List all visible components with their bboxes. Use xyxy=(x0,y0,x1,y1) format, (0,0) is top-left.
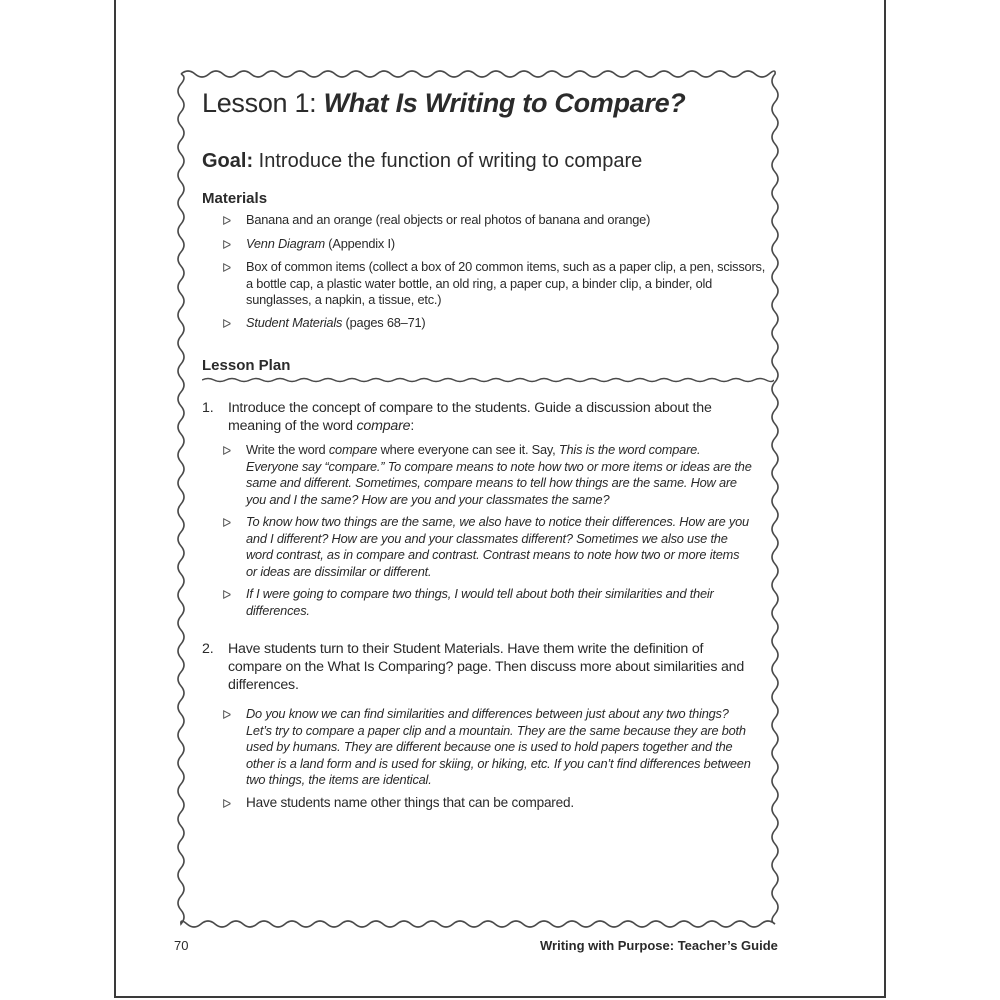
step-2-bullets xyxy=(222,706,752,818)
lesson-step-1 xyxy=(202,399,762,435)
lesson-plan-wavy-rule xyxy=(202,376,774,384)
arrow-bullet-icon: ᐅ xyxy=(222,214,232,228)
bullet-italic: Do you know we can find similarities and differences between just about any two things? Let’s try to compare a paper clip and a mountain. They are the same because they are both used by humans. They are different because one is used to hold papers together and the other is a land form and is used for skiing, or hiking, etc. If you can’t find differences between two things, the items are identical. xyxy=(246,706,751,787)
bullet-italic: To know how two things are the same, we also have to notice their differences. How are you and I different? How are you and your classmates different? Sometimes we also use the word contrast, as in compare and contrast. Contrast means to note how two or more items or ideas are dissimilar or different. xyxy=(246,514,749,579)
arrow-bullet-icon: ᐅ xyxy=(222,516,232,530)
bullet-italic: This is the word compare. Everyone say “compare.” To compare means to note how two or more items or ideas are the same and different. Sometimes, compare means to tell how things are the same. How are you and I the same? How are you and your classmates the same? xyxy=(246,442,752,507)
arrow-bullet-icon: ᐅ xyxy=(222,237,232,252)
step-text: Introduce the concept of compare to the students. Guide a discussion about the meaning of the word xyxy=(228,400,712,434)
list-item xyxy=(222,586,752,619)
lesson-title-text: What Is Writing to Compare? xyxy=(323,88,686,118)
list-item xyxy=(222,442,752,508)
material-text: Box of common items (collect a box of 20 common items, such as a paper clip, a pen, scissors, a bottle cap, a plastic water bottle, an old ring, a paper cup, a binder clip, a binder, old sunglasses, a napkin, a tissue, etc.) xyxy=(246,259,766,307)
goal-label: Goal: xyxy=(202,150,254,172)
material-text: (pages 68–71) xyxy=(342,314,426,330)
step-number: 1. xyxy=(202,400,214,416)
lesson-title xyxy=(202,88,686,119)
book-subtitle: Teacher’s Guide xyxy=(674,938,778,953)
footer-book-title xyxy=(540,938,778,953)
page-number: 70 xyxy=(174,938,189,953)
arrow-bullet-icon: ᐅ xyxy=(222,316,232,331)
step-text-italic: compare xyxy=(356,418,411,434)
list-item xyxy=(222,795,752,813)
bullet-italic: If I were going to compare two things, I would tell about both their similarities and their differences. xyxy=(246,586,714,618)
arrow-bullet-icon: ᐅ xyxy=(222,261,232,275)
step-text-end: : xyxy=(410,418,415,434)
material-italic: Student Materials xyxy=(246,314,343,330)
list-item xyxy=(222,514,752,580)
bullet-text: Have students name other things that can be compared. xyxy=(246,794,574,810)
arrow-bullet-icon: ᐅ xyxy=(222,444,232,458)
list-item xyxy=(222,315,770,333)
lesson-plan-heading: Lesson Plan xyxy=(202,357,291,374)
list-item xyxy=(222,706,752,789)
bullet-text: where everyone can see it. Say, xyxy=(377,442,559,457)
lesson-step-2 xyxy=(202,640,762,694)
lesson-prefix: Lesson 1: xyxy=(202,88,324,118)
arrow-bullet-icon: ᐅ xyxy=(222,796,232,811)
arrow-bullet-icon: ᐅ xyxy=(222,588,232,602)
bullet-italic-word: compare xyxy=(328,442,378,457)
material-text: Banana and an orange (real objects or real photos of banana and orange) xyxy=(246,212,651,227)
list-item xyxy=(222,259,770,309)
goal-line xyxy=(202,150,642,173)
step-1-bullets xyxy=(222,442,752,625)
materials-list xyxy=(222,212,770,338)
step-text: Have students turn to their Student Materials. Have them write the definition of compare on the What Is Comparing? page. Then discuss more about similarities and differences. xyxy=(228,641,745,693)
material-text: (Appendix I) xyxy=(324,235,395,251)
list-item xyxy=(222,236,770,254)
step-number: 2. xyxy=(202,641,214,657)
bullet-text: Write the word xyxy=(246,442,329,457)
list-item xyxy=(222,212,770,230)
arrow-bullet-icon: ᐅ xyxy=(222,708,232,722)
material-italic: Venn Diagram xyxy=(246,235,325,251)
book-title: Writing with Purpose: xyxy=(540,938,675,953)
goal-text: Introduce the function of writing to compare xyxy=(253,150,643,172)
materials-heading: Materials xyxy=(202,190,268,207)
